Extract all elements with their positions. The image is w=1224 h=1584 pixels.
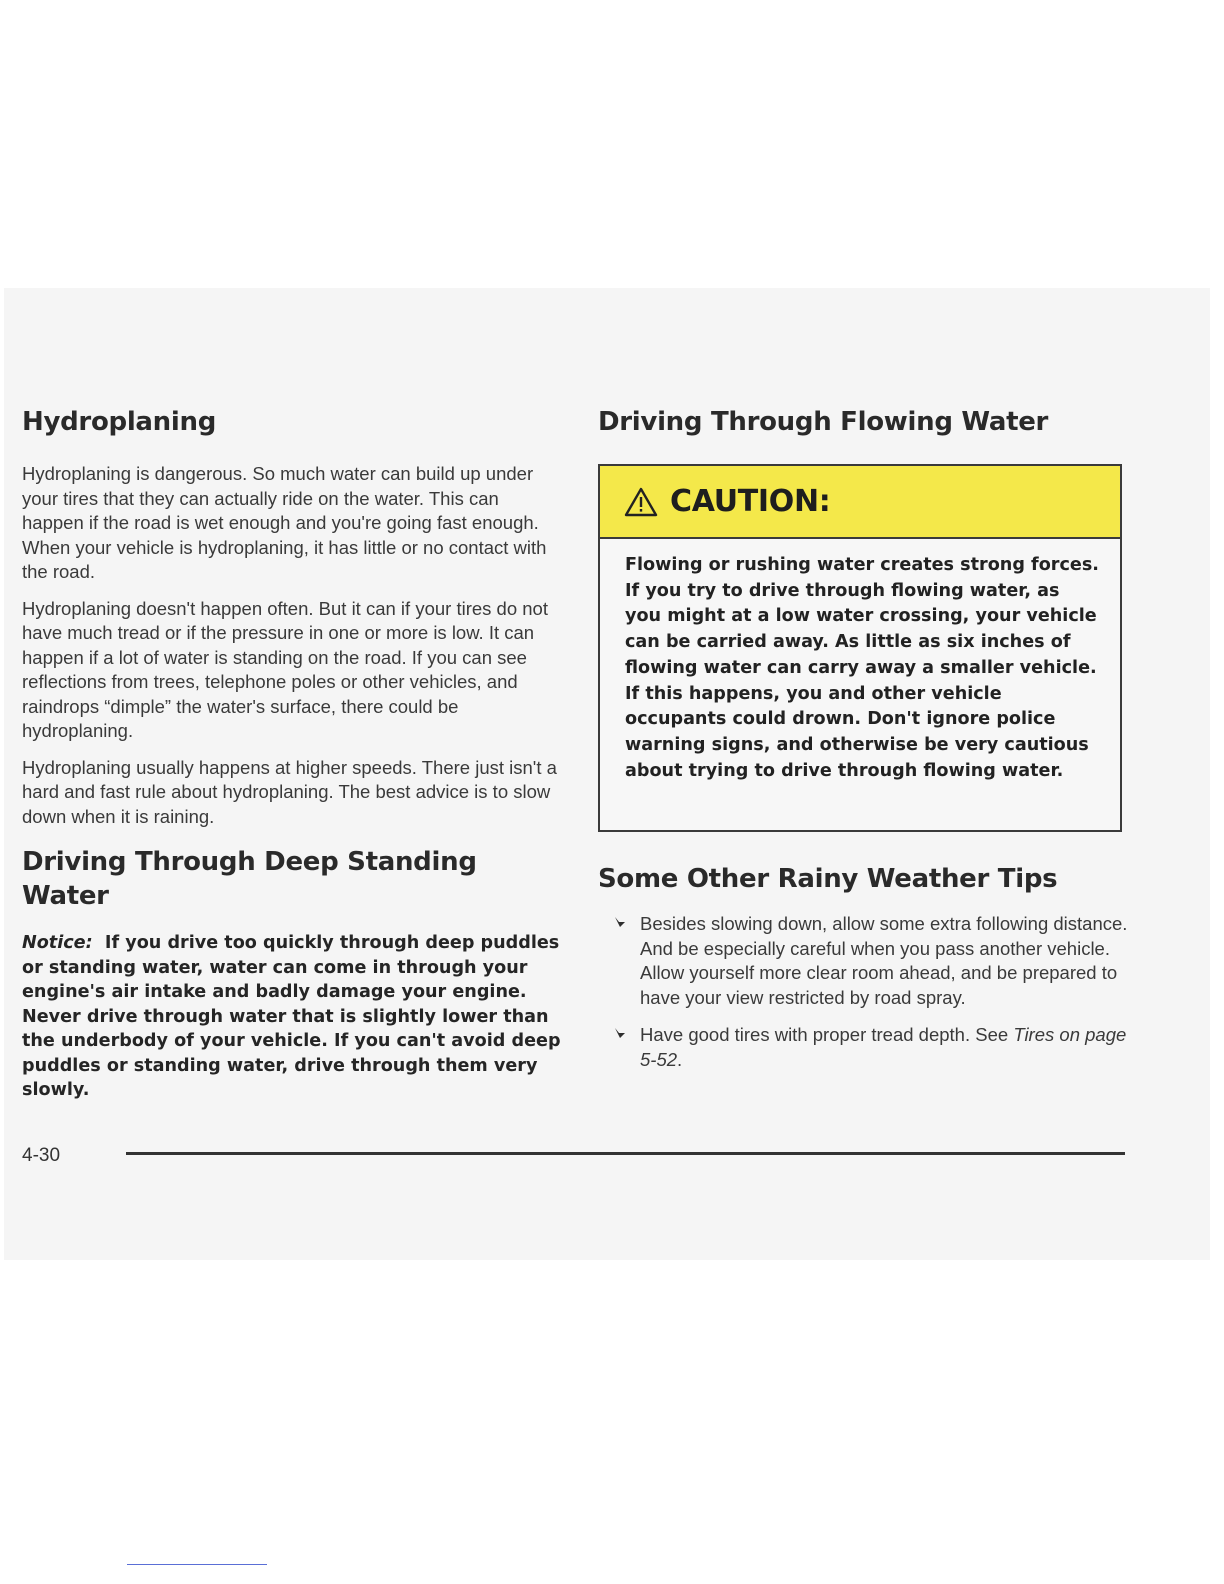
- hydroplaning-paragraph-3: Hydroplaning usually happens at higher speeds. There just isn't a hard and fast rule about hydroplaning. The best advice is to slow down when it is raining.: [22, 756, 557, 827]
- bottom-link-underline: [127, 1564, 267, 1565]
- tip-1-text: Besides slowing down, allow some extra following distance. And be especially careful when you pass another vehicle. Allow yourself more clear room ahead, and be prepared to have your view restricted by road spray.: [640, 913, 1128, 1008]
- rainy-tips-section: [598, 862, 1128, 1072]
- tip-2-end: .: [677, 1048, 683, 1070]
- bullet-icon: [614, 1027, 626, 1039]
- caution-box: [598, 464, 1122, 832]
- hydroplaning-paragraph-2: Hydroplaning doesn't happen often. But it can if your tires do not have much tread or if the pressure in one or more is low. It can happen if a lot of water is standing on the road. If you can see reflections from trees, telephone poles or other vehicles, and raindrops “dimple” the water's surface, there could be hydroplaning.: [22, 597, 548, 741]
- right-column: [598, 405, 1128, 439]
- hydroplaning-heading: Hydroplaning: [22, 407, 217, 437]
- caution-header: [600, 466, 1120, 539]
- tires-page-reference-link[interactable]: Tires on page 5-52: [640, 1024, 1127, 1070]
- rainy-tips-heading: Some Other Rainy Weather Tips: [598, 864, 1058, 894]
- tips-list: [598, 912, 1128, 1072]
- list-item: [598, 912, 1128, 1010]
- caution-title: CAUTION:: [670, 484, 831, 519]
- deep-water-notice: [22, 931, 562, 1103]
- warning-triangle-icon: [624, 487, 658, 517]
- flowing-water-heading: Driving Through Flowing Water: [598, 407, 1049, 437]
- bullet-icon: [614, 916, 626, 928]
- caution-text: Flowing or rushing water creates strong forces. If you try to drive through flowing water, as you might at a low water crossing, your vehicle can be carried away. As little as six inches of flowing water can carry away a smaller vehicle. If this happens, you and other vehicle occupants could drown. Don't ignore police warning signs, and otherwise be very cautious about trying to drive through flowing water.: [625, 555, 1099, 781]
- list-item: [598, 1023, 1128, 1072]
- notice-label: Notice:: [22, 933, 93, 953]
- left-column: [22, 405, 562, 1103]
- deep-water-heading: Driving Through Deep Standing Water: [22, 847, 477, 911]
- tip-2-text: Have good tires with proper tread depth. See: [640, 1024, 1014, 1045]
- page-number: 4-30: [22, 1145, 61, 1166]
- footer-divider: [126, 1152, 1125, 1155]
- notice-text: If you drive too quickly through deep puddles or standing water, water can come in through your engine's air intake and badly damage your engine. Never drive through water that is slightly lower than the underbody of your vehicle. If you can't avoid deep puddles or standing water, drive through them very slowly.: [22, 933, 561, 1100]
- hydroplaning-paragraph-1: Hydroplaning is dangerous. So much water can build up under your tires that they can actually ride on the water. This can happen if the road is wet enough and you're going fast enough. When your vehicle is hydroplaning, it has little or no contact with the road.: [22, 463, 547, 582]
